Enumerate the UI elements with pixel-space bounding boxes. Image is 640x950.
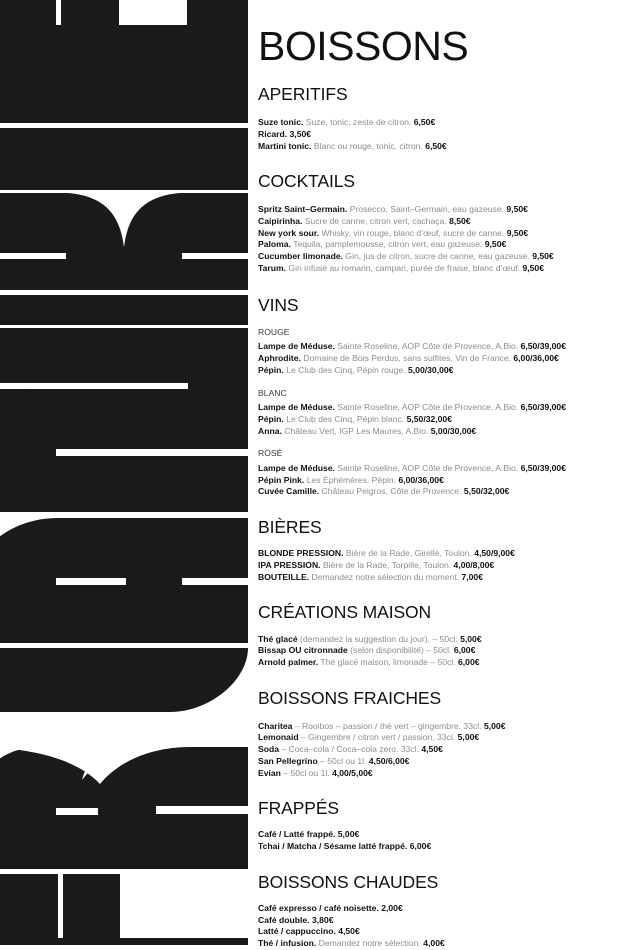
menu-item [258,657,630,669]
item-name: Cucumber limonade. [258,251,343,262]
menu-item [258,239,630,251]
item-price: 4,00/5,00€ [332,767,373,778]
item-name: Lemonaid [258,732,299,743]
item-name: Pépin Pink. [258,474,305,485]
item-description: Demandez notre sélection. [318,938,421,949]
item-price: 5,00/30,00€ [408,364,454,375]
item-description: (demandez la suggestion du jour). – 50cl. [300,633,458,644]
item-price: 4,00/8,00€ [453,559,495,570]
menu-item [258,365,630,377]
menu-item [258,721,630,733]
item-price: 9,50€ [522,262,544,273]
subsection-label-rose: ROSÉ [258,448,283,459]
section-title-frappes: FRAPPÉS [258,798,339,819]
item-name: Arnold palmer. [258,656,319,667]
menu-item [258,829,630,841]
item-price: 6,50€ [425,140,447,151]
item-description: Sucre de canne, citron vert, cachaça. [304,216,447,227]
item-name: Cuvée Camille. [258,486,320,497]
giant-letterforms-graphic [0,0,248,905]
item-name: Tarum. [258,262,287,273]
item-list-bieres [258,548,630,583]
item-name: San Pellegrino [258,755,318,766]
section-cocktails [258,171,630,274]
item-name: Paloma. [258,239,291,250]
item-name: Tchai / Matcha / Sésame latté frappé. [258,841,408,852]
item-description: Domaine de Bois Perdus, sans sulfites, Vin de France. [303,353,511,364]
item-name: Pépin. [258,413,284,424]
section-aperitifs [258,84,630,152]
item-price: 4,50€ [421,744,443,755]
menu-item [258,228,630,240]
item-description: Le Club des Cinq, Pépin blanc. [286,413,405,424]
item-description: Château Peigros, Côte de Provence. [321,486,462,497]
menu-item [258,129,630,141]
item-description: – 50cl ou 1l. [283,767,330,778]
menu-item [258,756,630,768]
item-description: Sainte Roseline, AOP Côte de Provence, A.Bio. [337,402,519,413]
menu-item [258,216,630,228]
item-name: Ricard. [258,128,288,139]
page-title: BOISSONS [258,23,469,69]
item-price: 5,50/32,00€ [406,413,452,424]
menu-item [258,486,630,498]
menu-item [258,926,630,938]
item-name: Lampe de Méduse. [258,463,335,474]
item-name: Soda [258,744,280,755]
item-name: Caipirinha. [258,216,303,227]
menu-item [258,841,630,853]
item-list-frappes [258,829,630,852]
item-description: Suze, tonic, zeste de citron. [305,117,412,128]
item-name: IPA PRESSION. [258,559,321,570]
item-price: 6,50/39,00€ [520,402,566,413]
item-description: Gin infusé au romarin, campari, purée de fraise, blanc d’œuf. [288,262,521,273]
subsection-label-rouge: ROUGE [258,326,290,337]
item-description: Blanc ou rouge, tonic, citron. [313,140,423,151]
item-name: Pépin. [258,364,284,375]
item-description: Bière de la Rade, Girelle, Toulon. [345,548,472,559]
item-name: Lampe de Méduse. [258,402,335,413]
item-list-cocktails [258,204,630,274]
item-price: 5,00€ [337,829,360,840]
item-description: Le Club des Cinq, Pépin rouge. [286,364,406,375]
item-list-aperitifs [258,117,630,152]
item-price: 6,50/39,00€ [520,341,566,352]
item-name: Charitea [258,720,293,731]
section-bieres [258,517,630,583]
item-name: Bissap OU citronnade [258,645,348,656]
section-creations-maison [258,602,630,668]
item-price: 5,00€ [460,633,482,644]
item-description: Thé glacé maison, limonade – 50cl. [320,656,456,667]
menu-item [258,426,630,438]
item-list-vins-rose [258,463,630,498]
item-description: – Coca–cola / Coca–cola zero. 33cl. [281,744,419,755]
item-description: Tequila, pamplemousse, citron vert, eau gazeuse. [293,239,483,250]
item-list-boissons-chaudes [258,903,630,950]
menu-item [258,548,630,560]
item-price: 9,50€ [506,204,528,215]
item-name: Anna. [258,425,282,436]
item-name: Suze tonic. [258,117,304,128]
decorative-lettering-panel [0,0,248,905]
item-name: BLONDE PRESSION. [258,548,344,559]
item-description: Gin, jus de citron, sucre de canne, eau gazeuse. [345,251,530,262]
item-price: 5,00/30,00€ [430,425,477,436]
item-price: 2,00€ [381,902,403,913]
section-boissons-chaudes [258,872,630,950]
menu-item [258,414,630,426]
item-name: Spritz Saint–Germain. [258,204,348,215]
menu-item [258,463,630,475]
item-description: Whisky, vin rouge, blanc d’œuf, sucre de canne. [321,227,505,238]
menu-item [258,903,630,915]
menu-item [258,263,630,275]
menu-item [258,915,630,927]
menu-item [258,475,630,487]
item-description: Les Éphémères. Pépin. [306,474,397,485]
item-list-creations-maison [258,634,630,669]
menu-item [258,141,630,153]
menu-item [258,560,630,572]
item-list-vins-rouge [258,341,630,376]
menu-item [258,251,630,263]
section-title-vins: VINS [258,294,299,315]
menu-item [258,572,630,584]
item-price: 9,50€ [484,239,507,250]
item-name: BOUTEILLE. [258,571,310,582]
menu-item [258,117,630,129]
item-description: Prosecco, Saint–Germain, eau gazeuse. [349,204,505,215]
menu-content [258,0,630,949]
menu-item [258,645,630,657]
menu-item [258,744,630,756]
item-name: Martini tonic. [258,140,312,151]
section-title-aperitifs: APERITIFS [258,84,348,104]
item-price: 6,00/36,00€ [513,353,559,364]
item-price: 6,00€ [458,656,480,667]
item-price: 7,00€ [461,571,483,582]
item-description: – Rooibos – passion / thé vert – gingembre. 33cl. [294,720,482,731]
item-description: Château Vert, IGP Les Maures, A.Bio. [284,425,429,436]
menu-item [258,732,630,744]
item-name: Thé / infusion. [258,938,317,949]
menu-item [258,938,630,950]
item-price: 6,50€ [413,117,436,128]
item-price: 6,00€ [409,841,432,852]
item-name: New york sour. [258,227,320,238]
item-description: – 50cl ou 1l. [320,755,367,766]
item-description: Demandez notre sélection du moment. [311,571,460,582]
item-price: 3,50€ [289,128,312,139]
item-description: Sainte Roseline, AOP Côte de Provence, A.Bio. [337,463,519,474]
item-list-vins-blanc [258,402,630,437]
menu-item [258,768,630,780]
item-price: 3,80€ [311,914,334,925]
section-title-boissons-fraiches: BOISSONS FRAICHES [258,687,442,708]
menu-item [258,402,630,414]
section-title-boissons-chaudes: BOISSONS CHAUDES [258,871,439,892]
menu-item [258,341,630,353]
item-price: 4,50€ [338,926,360,937]
item-price: 9,50€ [532,251,554,262]
item-price: 6,00/36,00€ [398,474,444,485]
item-price: 5,00€ [483,720,506,731]
subsection-label-blanc: BLANC [258,387,287,398]
item-name: Latté / cappuccino. [258,926,336,937]
item-price: 5,00€ [457,732,480,743]
item-name: Aphrodite. [258,353,301,364]
section-title-cocktails: COCKTAILS [258,171,355,192]
section-boissons-fraiches [258,688,630,780]
item-price: 4,00€ [423,938,445,949]
item-description: – Gingembre / citron vert / passion. 33cl. [300,732,456,743]
item-price: 4,50/9,00€ [474,548,515,559]
item-price: 9,50€ [506,227,529,238]
item-description: Sainte Roseline, AOP Côte de Provence, A.Bio. [337,341,519,352]
item-price: 6,50/39,00€ [520,463,566,474]
item-name: Lampe de Méduse. [258,341,335,352]
item-price: 6,00€ [453,645,476,656]
item-description: (selon disponibilité) – 50cl. [350,645,452,656]
section-title-bieres: BIÈRES [258,517,322,538]
item-name: Café / Latté frappé. [258,829,336,840]
item-name: Café double. [258,914,310,925]
menu-item [258,353,630,365]
item-name: Café expresso / café noisette. [258,902,379,913]
menu-item [258,204,630,216]
section-frappes [258,798,630,853]
item-description: Bière de la Rade, Torpille, Toulon. [322,559,452,570]
section-vins [258,295,630,499]
item-price: 5,50/32,00€ [463,486,510,497]
item-price: 4,50/6,00€ [368,755,410,766]
section-title-creations-maison: CRÉATIONS MAISON [258,602,432,623]
item-list-boissons-fraiches [258,721,630,780]
item-name: Evian [258,767,281,778]
item-price: 8,50€ [449,216,471,227]
item-name: Thé glacé [258,633,298,644]
menu-item [258,634,630,646]
